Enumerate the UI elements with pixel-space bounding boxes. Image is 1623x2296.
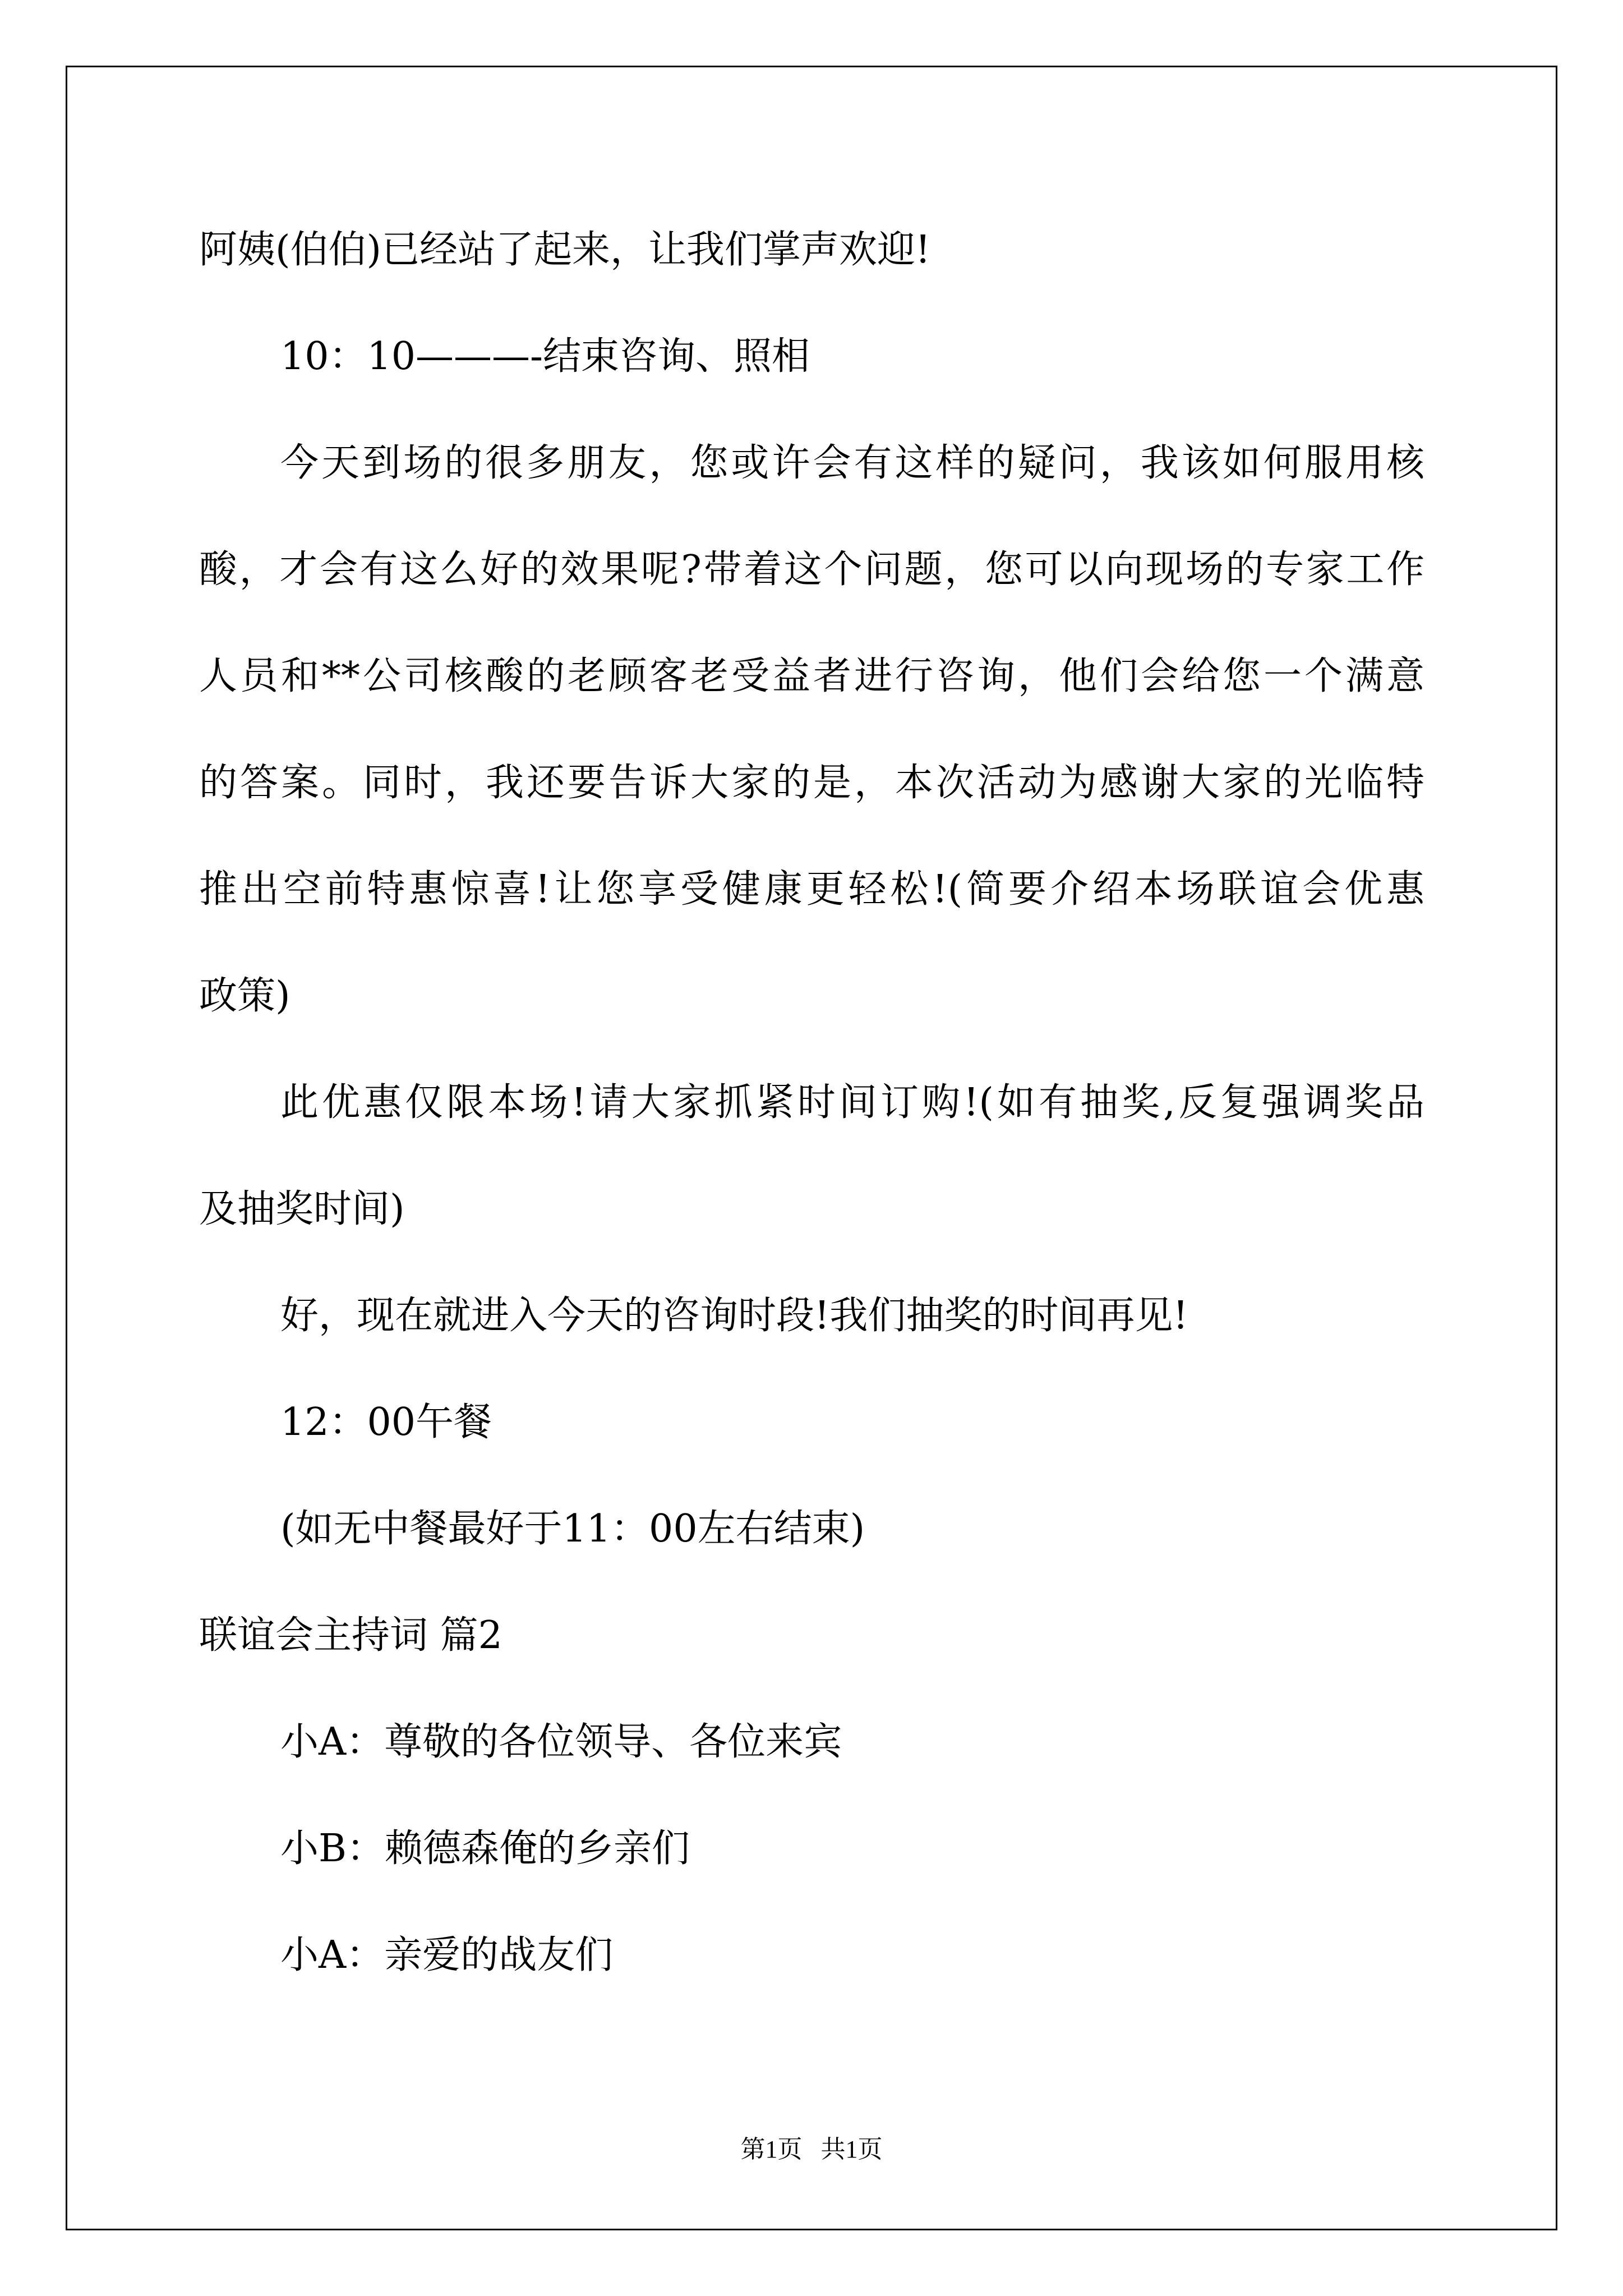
text-line-1: 阿姨(伯伯)已经站了起来，让我们掌声欢迎! bbox=[199, 228, 931, 272]
text-line-2: 10：10———-结束咨询、照相 bbox=[280, 334, 810, 379]
section-heading: 联谊会主持词 篇2 bbox=[199, 1613, 502, 1658]
page-footer: 第1页 共1页 bbox=[740, 2136, 883, 2163]
text-line-11: 好，现在就进入今天的咨询时段!我们抽奖的时间再见! bbox=[280, 1294, 1188, 1338]
text-line-5: 人员和**公司核酸的老顾客老受益者进行咨询，他们会给您一个满意 bbox=[199, 654, 1424, 698]
text-line-8: 政策) bbox=[199, 974, 291, 1018]
text-line-12: 12：00午餐 bbox=[280, 1400, 492, 1444]
text-line-6: 的答案。同时，我还要告诉大家的是，本次活动为感谢大家的光临特 bbox=[199, 761, 1424, 805]
text-line-13: (如无中餐最好于11：00左右结束) bbox=[280, 1507, 865, 1551]
text-line-7: 推出空前特惠惊喜!让您享受健康更轻松!(简要介绍本场联谊会优惠 bbox=[199, 867, 1424, 912]
text-line-9: 此优惠仅限本场!请大家抓紧时间订购!(如有抽奖,反复强调奖品 bbox=[280, 1080, 1424, 1125]
text-line-4: 酸，才会有这么好的效果呢?带着这个问题，您可以向现场的专家工作 bbox=[199, 547, 1424, 592]
text-line-17: 小A：亲爱的战友们 bbox=[280, 1933, 614, 1977]
text-line-16: 小B：赖德森俺的乡亲们 bbox=[280, 1826, 690, 1871]
page-border bbox=[66, 66, 1557, 2230]
text-line-15: 小A：尊敬的各位领导、各位来宾 bbox=[280, 1720, 842, 1764]
text-line-10: 及抽奖时间) bbox=[199, 1187, 405, 1231]
text-line-3: 今天到场的很多朋友，您或许会有这样的疑问，我该如何服用核 bbox=[280, 441, 1424, 485]
